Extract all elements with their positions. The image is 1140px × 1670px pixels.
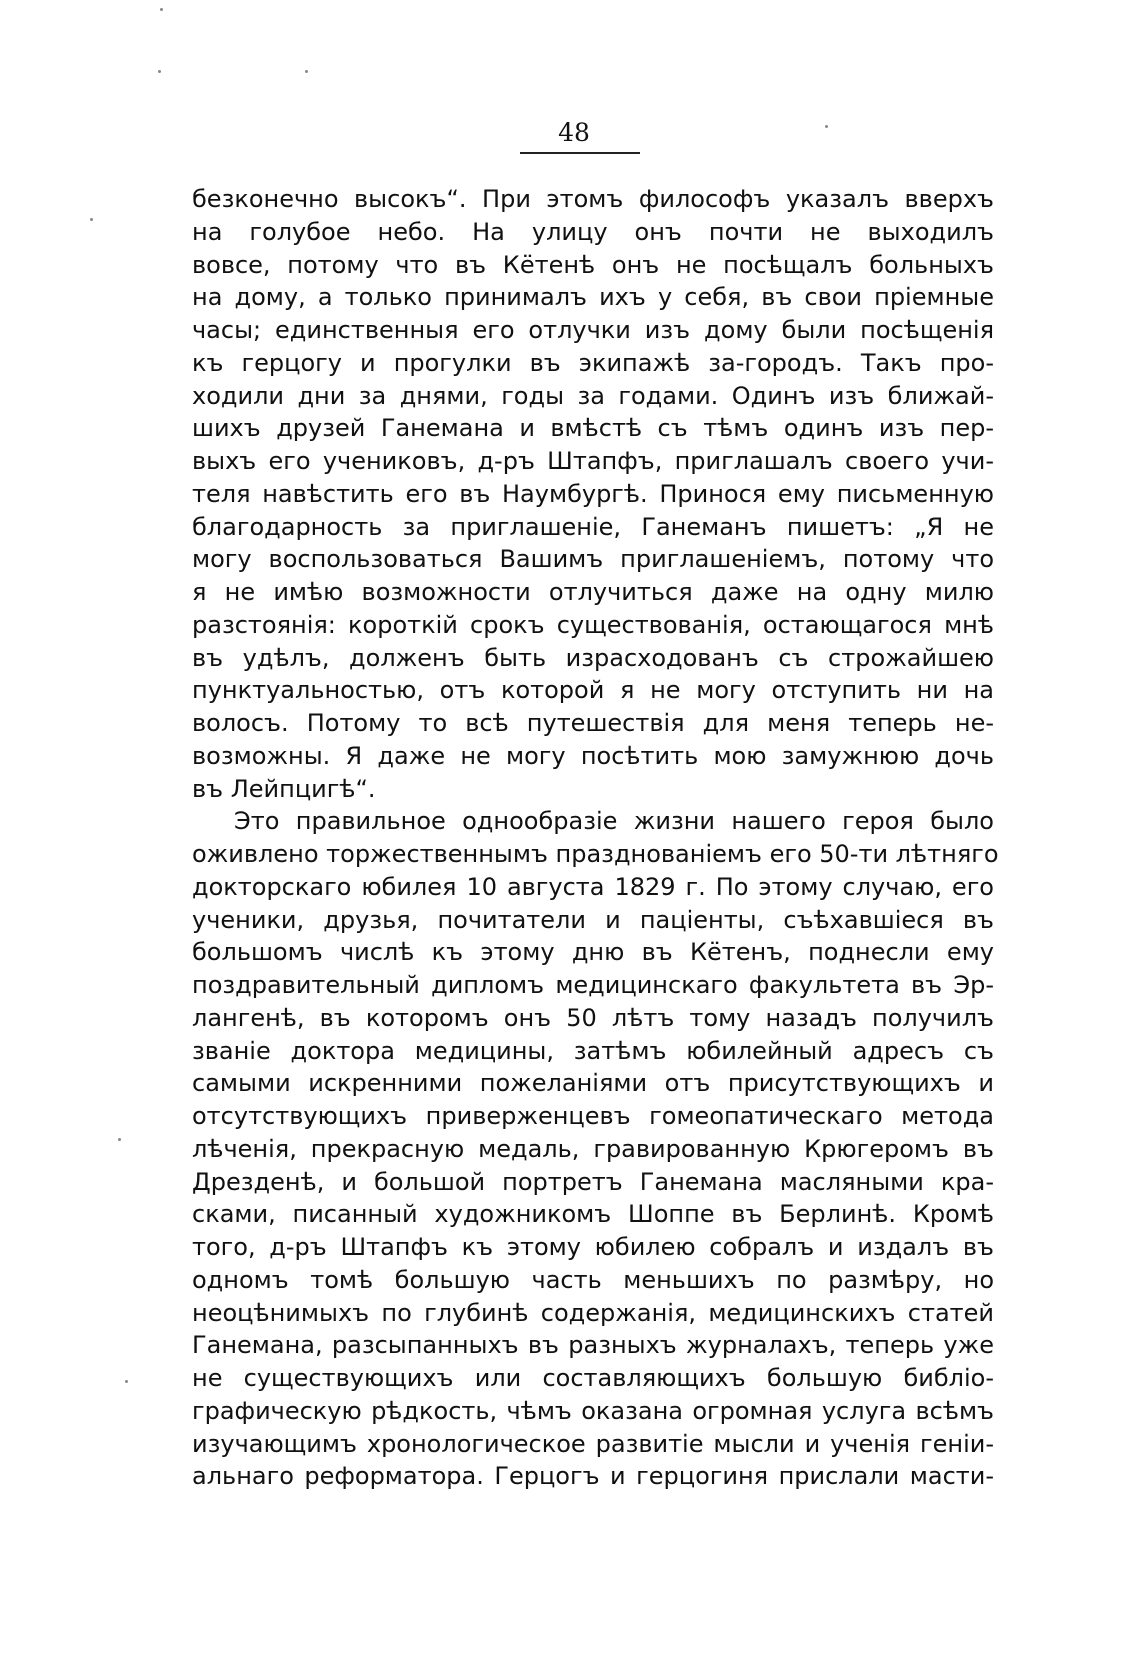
text-line: изучающимъ хронологическое развитіе мысли и ученія геніи-: [192, 1429, 994, 1458]
text-line: могу воспользоваться Вашимъ приглашеніемъ, потому что: [192, 545, 994, 574]
scan-speck: [305, 70, 308, 73]
text-line: теля навѣстить его въ Наумбургѣ. Принося ему письменную: [192, 479, 994, 508]
text-line: вовсе, потому что въ Кётенѣ онъ не посѣщалъ больныхъ: [192, 250, 994, 279]
text-line: оживлено торжественнымъ празднованіемъ его 50-ти лѣтняго: [192, 840, 999, 868]
paragraph: [192, 183, 994, 805]
text-line: я не имѣю возможности отлучиться даже на одну милю: [192, 578, 994, 606]
text-line: лангенѣ, въ которомъ онъ 50 лѣтъ тому назадъ получилъ: [192, 1003, 994, 1032]
scan-speck: [825, 125, 828, 128]
text-line: неоцѣнимыхъ по глубинѣ содержанія, медицинскихъ статей: [192, 1298, 994, 1327]
text-line: большомъ числѣ къ этому дню въ Кётенъ, поднесли ему: [192, 938, 994, 967]
text-line: безконечно высокъ“. При этомъ философъ указалъ вверхъ: [192, 185, 994, 213]
text-line: званіе доктора медицины, затѣмъ юбилейный адресъ съ: [192, 1036, 994, 1065]
text-line: отсутствующихъ приверженцевъ гомеопатическаго метода: [192, 1102, 994, 1130]
text-line: пунктуальностью, отъ которой я не могу отступить ни на: [192, 676, 994, 705]
text-line: въ Лейпцигѣ“.: [192, 774, 376, 803]
text-line: волосъ. Потому то всѣ путешествія для меня теперь не-: [192, 709, 994, 737]
text-line: самыми искренними пожеланіями отъ присутствующихъ и: [192, 1069, 994, 1098]
text-line: того, д-ръ Штапфъ къ этому юбилею собралъ и издалъ въ: [192, 1233, 994, 1261]
text-line: благодарность за приглашеніе, Ганеманъ пишетъ: „Я не: [192, 512, 994, 541]
scan-speck: [158, 70, 161, 73]
text-line: лѣченія, прекрасную медаль, гравированную Крюгеромъ въ: [192, 1134, 994, 1163]
scan-speck: [160, 8, 163, 11]
text-line: Дрезденѣ, и большой портретъ Ганемана масляными кра-: [192, 1167, 994, 1196]
text-line: возможны. Я даже не могу посѣтить мою замужнюю дочь: [192, 741, 994, 770]
text-line: докторскаго юбилея 10 августа 1829 г. По этому случаю, его: [192, 872, 994, 901]
scan-speck: [118, 1138, 121, 1141]
text-line: графическую рѣдкость, чѣмъ оказана огромная услуга всѣмъ: [192, 1396, 994, 1425]
text-line: въ удѣлъ, долженъ быть израсходованъ съ строжайшею: [192, 643, 994, 672]
text-line: разстоянія: короткій срокъ существованія, остающагося мнѣ: [192, 610, 994, 639]
text-line: Это правильное однообразіе жизни нашего героя было: [234, 807, 994, 836]
text-line: выхъ его учениковъ, д-ръ Штапфъ, приглашалъ своего учи-: [192, 447, 994, 475]
text-line: шихъ друзей Ганемана и вмѣстѣ съ тѣмъ одинъ изъ пер-: [192, 414, 994, 443]
text-line: къ герцогу и прогулки въ экипажѣ за-городъ. Такъ про-: [192, 348, 994, 377]
text-line: не существующихъ или составляющихъ большую библіо-: [192, 1364, 994, 1392]
text-line: на голубое небо. На улицу онъ почти не выходилъ: [192, 217, 994, 246]
text-line: часы; единственныя его отлучки изъ дому были посѣщенія: [192, 316, 994, 344]
page-body-text: [192, 183, 999, 1493]
page-number: 48: [558, 118, 590, 147]
text-line: Ганемана, разсыпанныхъ въ разныхъ журналахъ, теперь уже: [192, 1331, 994, 1360]
text-line: ученики, друзья, почитатели и паціенты, съѣхавшіеся въ: [192, 905, 994, 934]
scan-speck: [125, 1380, 128, 1383]
text-line: поздравительный дипломъ медицинскаго факультета въ Эр-: [192, 971, 994, 999]
text-line: альнаго реформатора. Герцогъ и герцогиня прислали масти-: [192, 1462, 994, 1491]
text-line: одномъ томѣ большую часть меньшихъ по размѣру, но: [192, 1265, 994, 1294]
page-number-underline: [520, 152, 640, 154]
text-line: на дому, а только принималъ ихъ у себя, въ свои пріемные: [192, 283, 994, 312]
text-line: ходили дни за днями, годы за годами. Одинъ изъ ближай-: [192, 381, 994, 410]
scan-speck: [90, 218, 93, 221]
paragraph: [192, 805, 999, 1493]
text-line: сками, писанный художникомъ Шоппе въ Берлинѣ. Кромѣ: [192, 1200, 994, 1229]
